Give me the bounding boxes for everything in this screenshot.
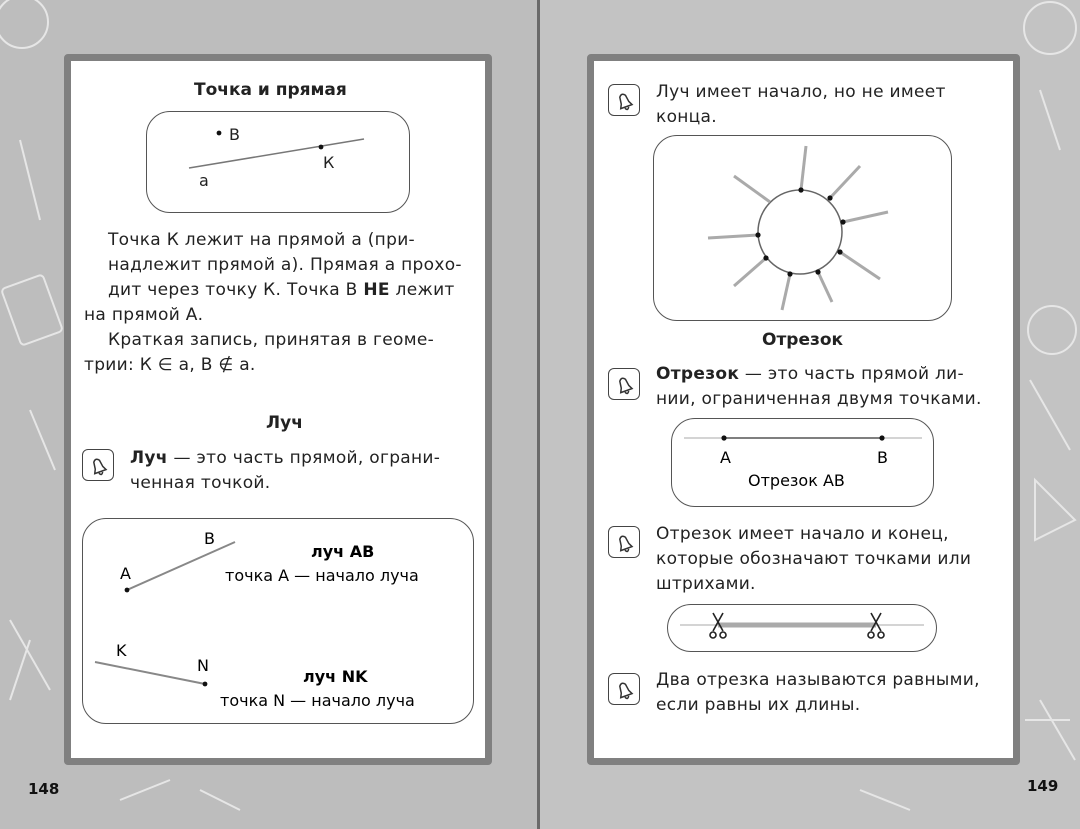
segment-ab-diagram bbox=[671, 418, 934, 507]
bell-icon bbox=[608, 84, 640, 116]
sun-circle bbox=[758, 190, 842, 274]
paragraph-line: нии, ограниченная двумя точками. bbox=[656, 389, 982, 409]
pencil2-doodle-icon bbox=[30, 410, 55, 470]
point-b-label: В bbox=[229, 125, 240, 144]
ruler-doodle-icon bbox=[1030, 380, 1070, 450]
segment-b-dot bbox=[879, 435, 884, 440]
ray-definition: Луч — это часть прямой, ограни- ченная точкой. bbox=[130, 446, 475, 496]
pencil-doodle-icon bbox=[20, 140, 40, 220]
paragraph-line: штрихами. bbox=[656, 574, 756, 594]
segment-a-dot bbox=[721, 435, 726, 440]
bottom-doodles-icon bbox=[120, 780, 910, 810]
ray-nk-start-dot bbox=[203, 682, 208, 687]
segment-svg bbox=[672, 419, 933, 506]
sun-svg bbox=[654, 136, 951, 320]
point-b-dot bbox=[217, 131, 222, 136]
ray-ab-title: луч AB bbox=[311, 542, 375, 561]
section-title-point-line: Точка и прямая bbox=[194, 80, 347, 100]
ray-ab-desc: точка А — начало луча bbox=[225, 566, 419, 585]
paragraph-notation bbox=[108, 328, 478, 353]
line-a bbox=[189, 139, 364, 168]
ray-ab-start-dot bbox=[125, 588, 130, 593]
ray-nk-line bbox=[95, 662, 205, 684]
bold-ray: Луч bbox=[130, 448, 168, 468]
section-title-segment: Отрезок bbox=[762, 330, 844, 350]
face2-doodle-icon bbox=[1024, 2, 1076, 54]
face-doodle-icon bbox=[0, 0, 48, 48]
paragraph-line: конца. bbox=[656, 107, 717, 127]
sun-rays-diagram bbox=[653, 135, 952, 321]
point-k-dot bbox=[319, 145, 324, 150]
paragraph-line: Два отрезка называются равными, bbox=[656, 670, 980, 690]
section-title-ray: Луч bbox=[266, 413, 303, 433]
point-line-diagram bbox=[146, 111, 410, 213]
line-a-label: а bbox=[199, 171, 209, 190]
bold-not: НЕ bbox=[363, 280, 390, 300]
ray-nk-n-label: N bbox=[197, 656, 209, 675]
ray-examples-diagram bbox=[82, 518, 474, 724]
bell-icon bbox=[82, 449, 114, 481]
compass-doodle-icon bbox=[10, 620, 50, 700]
paragraph-line: дит через точку К. Точка В НЕ лежит bbox=[108, 280, 455, 300]
bell-icon bbox=[608, 673, 640, 705]
ray-ab-line bbox=[127, 542, 235, 590]
ray-svg bbox=[83, 519, 473, 723]
ray-ab-b-label: B bbox=[204, 529, 215, 548]
bell-icon bbox=[608, 368, 640, 400]
page-number-left: 148 bbox=[28, 780, 60, 798]
ray-nk-title: луч NK bbox=[303, 667, 368, 686]
bell-icon bbox=[608, 526, 640, 558]
triangle-doodle-icon bbox=[1025, 700, 1075, 760]
segment-note bbox=[656, 522, 1001, 597]
paragraph-line: если равны их длины. bbox=[656, 695, 861, 715]
ray-note bbox=[656, 80, 1001, 130]
book2-doodle-icon bbox=[1035, 480, 1075, 540]
paragraph-line: надлежит прямой а). Прямая а прохо- bbox=[108, 255, 462, 275]
ray-nk-k-label: K bbox=[116, 641, 127, 660]
paragraph-point-on-line bbox=[108, 228, 478, 303]
segment-strokes-diagram bbox=[667, 604, 937, 652]
ray-ab-a-label: A bbox=[120, 564, 131, 583]
paragraph-line: которые обозначают точками или bbox=[656, 549, 972, 569]
paragraph-line: ченная точкой. bbox=[130, 473, 271, 493]
segment-definition: Отрезок — это часть прямой ли- нии, ограниченная двумя точками. bbox=[656, 362, 1001, 412]
smile-doodle-icon bbox=[1028, 306, 1076, 354]
pen-doodle-icon bbox=[1040, 90, 1060, 150]
sun-rays bbox=[708, 146, 888, 310]
paragraph-line: Краткая запись, принятая в геоме- bbox=[108, 330, 435, 350]
point-k-label: К bbox=[323, 153, 335, 172]
paragraph-line: Отрезок имеет начало и конец, bbox=[656, 524, 949, 544]
book-doodle-icon bbox=[1, 274, 63, 345]
equal-segments-note bbox=[656, 668, 1001, 718]
segment-a-label: A bbox=[720, 448, 731, 467]
segment-b-label: B bbox=[877, 448, 888, 467]
point-line-svg bbox=[147, 112, 409, 212]
paragraph-point-on-line-end: на прямой А. bbox=[84, 305, 204, 325]
paragraph-line: Луч имеет начало, но не имеет bbox=[656, 82, 946, 102]
ray-nk-desc: точка N — начало луча bbox=[220, 691, 415, 710]
page-number-right: 149 bbox=[1027, 777, 1059, 795]
strokes-svg bbox=[668, 605, 936, 651]
paragraph-notation-end: трии: К ∈ а, В ∉ а. bbox=[84, 355, 256, 375]
segment-caption: Отрезок AB bbox=[748, 471, 845, 490]
paragraph-line: Точка К лежит на прямой а (при- bbox=[108, 230, 415, 250]
bold-segment: Отрезок bbox=[656, 364, 740, 384]
